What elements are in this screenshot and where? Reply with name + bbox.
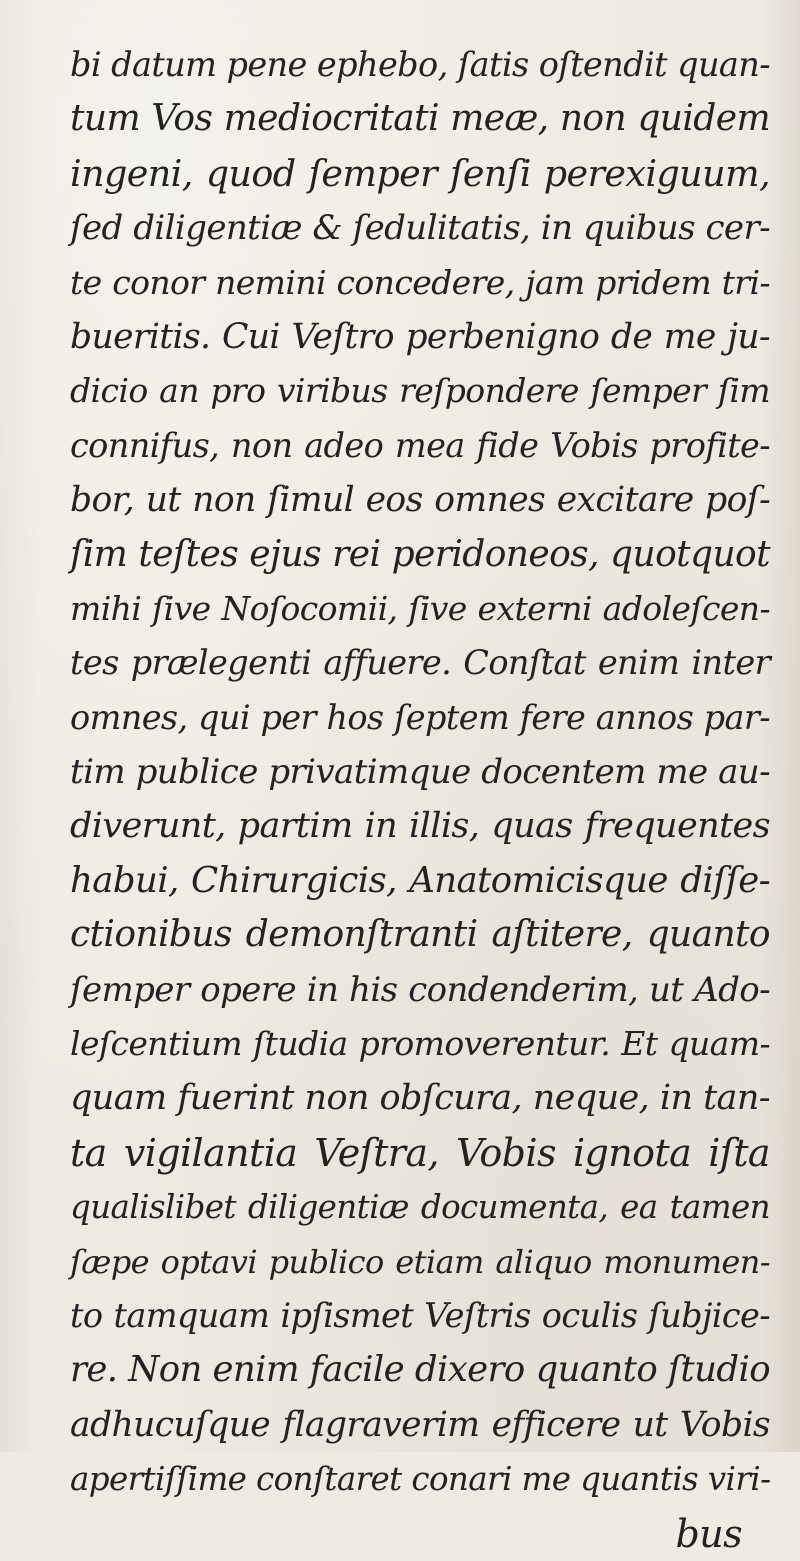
text-line-17: ctionibus demonſtranti aſtitere, quanto <box>70 914 770 956</box>
text-line-8: connifus, non adeo mea fide Vobis profite- <box>70 425 770 465</box>
text-line-6: bueritis. Cui Veſtro perbenigno de me ju- <box>70 316 770 357</box>
text-line-5: te conor nemini concedere, jam pridem tri- <box>70 262 770 302</box>
text-line-24: to tamquam ipſismet Veſtris oculis ſubjice- <box>70 1295 770 1335</box>
text-line-14: tim publice privatimque docentem me au- <box>70 752 770 793</box>
text-line-22: qualislibet diligentiæ documenta, ea tamen <box>70 1188 770 1227</box>
text-line-23: ſæpe optavi publico etiam aliquo monumen- <box>70 1242 770 1281</box>
text-line-10: ſim teſtes ejus rei peridoneos, quotquot <box>70 533 770 575</box>
text-line-16: habui, Chirurgicis, Anatomicisque diſſe- <box>70 859 770 901</box>
catchword: bus <box>675 1511 742 1556</box>
text-line-11: mihi ſive Noſocomii, ſive externi adoleſcen- <box>70 588 770 628</box>
body-text <box>70 38 770 1561</box>
text-line-9: bor, ut non ſimul eos omnes excitare poſ- <box>70 480 770 521</box>
text-line-3: ingeni, quod ſemper ſenſi perexiguum, <box>70 151 770 195</box>
text-line-15: diverunt, partim in illis, quas frequentes <box>70 806 770 847</box>
text-line-13: omnes, qui per hos ſeptem fere annos par- <box>70 697 770 737</box>
text-line-27: apertiſſime conſtaret conari me quantis viri- <box>70 1460 771 1499</box>
text-line-18: ſemper opere in his condenderim, ut Ado- <box>70 969 770 1010</box>
text-line-21: ta vigilantia Veſtra, Vobis ignota iſta <box>70 1130 770 1175</box>
text-line-26: adhucuſque flagraverim efficere ut Vobis <box>70 1404 770 1445</box>
text-line-20: quam fuerint non obſcura, neque, in tan- <box>70 1078 770 1119</box>
text-line-7: dicio an pro viribus reſpondere ſemper ſim <box>70 371 770 411</box>
text-line-1: bi datum pene ephebo, ſatis oſtendit quan- <box>70 45 770 84</box>
text-line-4: ſed diligentiæ & ſedulitatis, in quibus cer- <box>70 208 770 249</box>
text-line-2: tum Vos mediocritati meæ, non quidem <box>70 98 770 140</box>
text-line-25: re. Non enim facile dixero quanto ſtudio <box>70 1349 770 1391</box>
text-line-12: tes prælegenti affuere. Conſtat enim inter <box>70 643 770 683</box>
text-line-19: leſcentium ſtudia promoverentur. Et quam- <box>70 1024 770 1064</box>
